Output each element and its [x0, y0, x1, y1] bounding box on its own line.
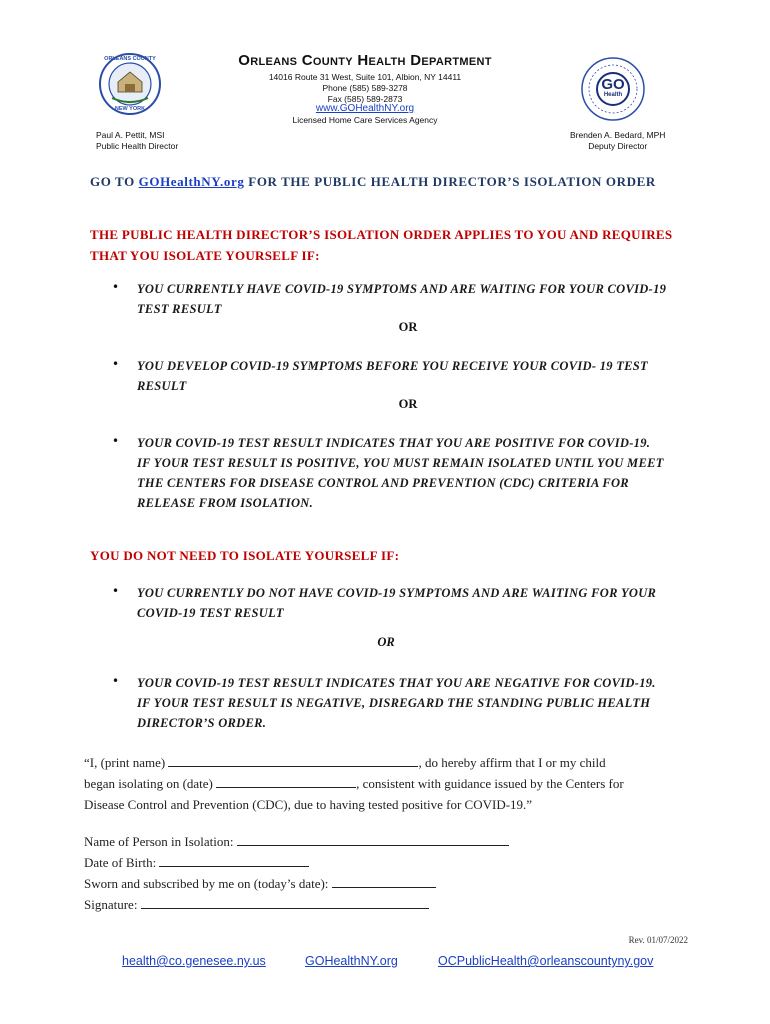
print-name-field[interactable]: [168, 754, 418, 767]
director-name: Paul A. Pettit, MSI: [96, 130, 165, 140]
deputy-block: [570, 130, 665, 152]
license-text: Licensed Home Care Services Agency: [292, 115, 438, 125]
intro-suffix: FOR THE PUBLIC HEALTH DIRECTOR’S ISOLATION ORDER: [244, 174, 656, 189]
affirmation-paragraph: [84, 752, 694, 815]
sworn-label: Sworn and subscribed by me on (today’s date):: [84, 876, 332, 891]
applies-heading: THE PUBLIC HEALTH DIRECTOR’S ISOLATION ORDER APPLIES TO YOU AND REQUIRES THAT YOU ISOLATE YOURSELF IF:: [90, 227, 673, 263]
bullet-icon: •: [112, 674, 120, 688]
intro-link[interactable]: GOHealthNY.org: [138, 174, 245, 189]
or-separator-1: OR: [398, 320, 418, 334]
footer-email-genesee[interactable]: health@co.genesee.ny.us: [122, 954, 266, 968]
website-link[interactable]: www.GOHealthNY.org: [315, 103, 415, 114]
go-logo-text: GO: [601, 76, 625, 93]
affirmation-text-4: , consistent with guidance issued by the Centers for: [356, 776, 624, 791]
footer-email-orleans[interactable]: OCPublicHealth@orleanscountyny.gov: [438, 954, 654, 968]
go-logo-subtext: Health: [603, 92, 623, 98]
applies-item-1: YOU CURRENTLY HAVE COVID-19 SYMPTOMS AND ARE WAITING FOR YOUR COVID-19 TEST RESULT: [137, 282, 667, 316]
or-separator-2: OR: [398, 397, 418, 411]
bullet-icon: •: [112, 584, 120, 598]
dob-label: Date of Birth:: [84, 855, 160, 870]
bullet-icon: •: [112, 357, 120, 371]
director-title: Public Health Director: [96, 141, 179, 151]
person-name-field[interactable]: [237, 833, 509, 846]
signature-field[interactable]: [141, 896, 429, 909]
department-title: Orleans County Health Department: [238, 52, 492, 69]
applies-item-3: YOUR COVID-19 TEST RESULT INDICATES THAT YOU ARE POSITIVE FOR COVID-19. IF YOUR TEST RESULT IS POSITIVE, YOU MUST REMAIN ISOLATED UNTIL YOU MEET THE CENTERS FOR DISEASE CONTROL AND PREVENTION (CDC) CRITERIA FOR RELEASE FROM ISOLATION.: [137, 436, 664, 510]
department-fax: Fax (585) 589-2873: [327, 94, 403, 104]
not-needed-item-2: YOUR COVID-19 TEST RESULT INDICATES THAT YOU ARE NEGATIVE FOR COVID-19. IF YOUR TEST RESULT IS NEGATIVE, DISREGARD THE STANDING PUBLIC HEALTH DIRECTOR’S ORDER.: [137, 676, 656, 730]
intro-prefix: GO TO: [90, 174, 139, 189]
deputy-title: Deputy Director: [588, 141, 648, 151]
signature-label: Signature:: [84, 897, 141, 912]
department-phone: Phone (585) 589-3278: [322, 83, 408, 93]
footer-website-link[interactable]: GOHealthNY.org: [305, 954, 398, 968]
seal-top-text: ORLEANS COUNTY: [104, 56, 156, 62]
applies-item-2: YOU DEVELOP COVID-19 SYMPTOMS BEFORE YOU RECEIVE YOUR COVID- 19 TEST RESULT: [137, 359, 648, 393]
date-of-birth-field[interactable]: [159, 854, 309, 867]
revision-date: Rev. 01/07/2022: [628, 935, 688, 945]
name-label: Name of Person in Isolation:: [84, 834, 237, 849]
bullet-icon: •: [112, 434, 120, 448]
director-block: [96, 130, 178, 152]
bullet-icon: •: [112, 280, 120, 294]
deputy-name: Brenden A. Bedard, MPH: [570, 130, 666, 140]
affirmation-text-2: , do hereby affirm that I or my child: [418, 755, 606, 770]
or-separator-3: OR: [377, 635, 395, 649]
todays-date-field[interactable]: [332, 875, 436, 888]
isolation-date-field[interactable]: [216, 775, 356, 788]
affirmation-text-1: “I, (print name): [84, 755, 169, 770]
not-needed-heading: YOU DO NOT NEED TO ISOLATE YOURSELF IF:: [90, 548, 400, 563]
not-needed-item-1: YOU CURRENTLY DO NOT HAVE COVID-19 SYMPTOMS AND ARE WAITING FOR YOUR COVID-19 TEST RESULT: [137, 586, 657, 620]
intro-heading: [90, 172, 690, 192]
affirmation-text-3: began isolating on (date): [84, 776, 217, 791]
department-address: 14016 Route 31 West, Suite 101, Albion, NY 14411: [268, 72, 462, 82]
affirmation-text-5: Disease Control and Prevention (CDC), due to having tested positive for COVID-19.”: [84, 797, 533, 812]
seal-bottom-text: NEW YORK: [114, 106, 146, 112]
form-fields: [84, 831, 694, 915]
